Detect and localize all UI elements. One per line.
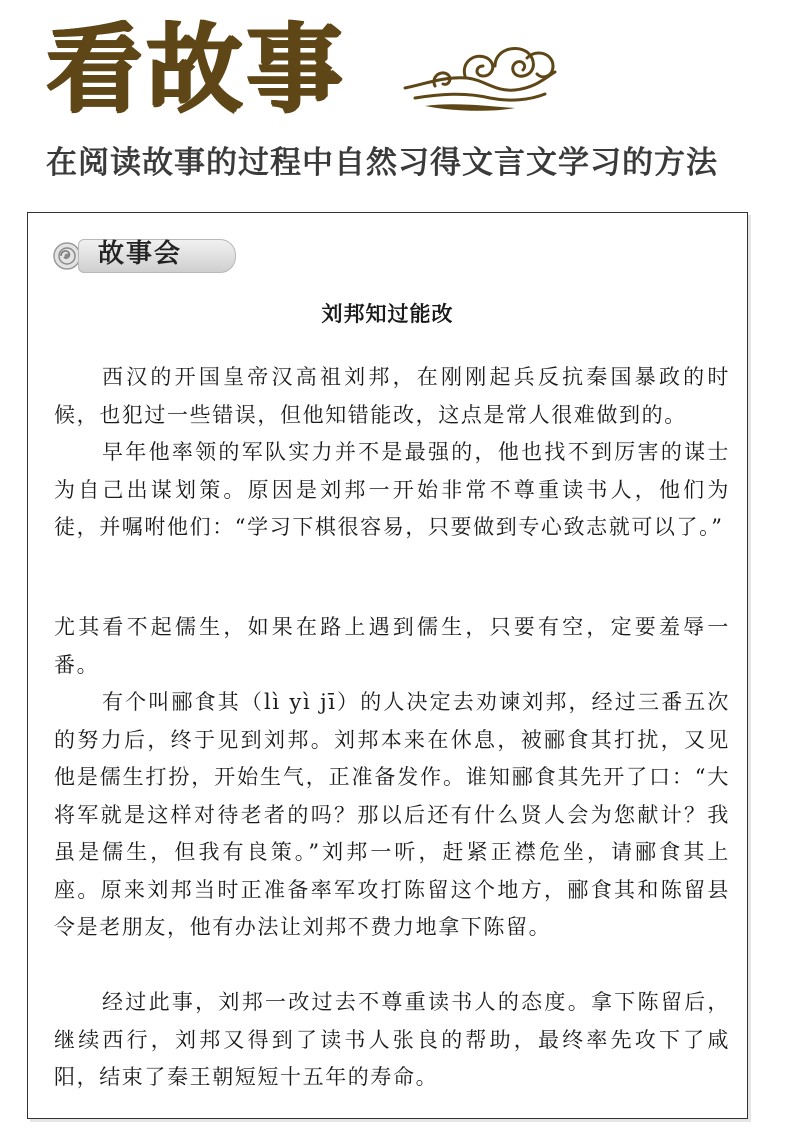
section-badge-label: 故事会 — [98, 239, 183, 269]
story-paragraph: 经过此事，刘邦一改过去不尊重读书人的态度。拿下陈留后，继续西行，刘邦又得到了读书人张良的帮助，最终率先攻下了咸阳，结束了秦王朝短短十五年的寿命。 — [54, 990, 730, 1089]
page-title: 看故事 — [46, 13, 346, 125]
story-panel — [27, 212, 748, 1119]
cloud-ornament-icon — [395, 36, 560, 116]
story-paragraph: 有个叫郦食其（lì yì jī）的人决定去劝谏刘邦，经过三番五次的努力后，终于见到刘邦。刘邦本来在休息，被郦食其打扰，又见他是儒生打扮，开始生气，正准备发作。谁知郦食其先开了口：“大将军就是这样对待老者的吗？那以后还有什么贤人会为您献计？我虽是儒生，但我有良策。”刘邦一听，赶紧正襟危坐，请郦食其上座。原来刘邦当时正准备率军攻打陈留这个地方，郦食其和陈留县令是老朋友，他有办法让刘邦不费力地拿下陈留。 — [54, 690, 730, 939]
section-badge — [52, 239, 238, 273]
page-subtitle: 在阅读故事的过程中自然习得文言文学习的方法 — [46, 145, 718, 181]
story-paragraph: 西汉的开国皇帝汉高祖刘邦，在刚刚起兵反抗秦国暴政的时候，也犯过一些错误，但他知错能改，这点是常人很难做到的。 — [54, 365, 730, 427]
story-paragraph: 尤其看不起儒生，如果在路上遇到儒生，只要有空，定要羞辱一番。 — [54, 615, 730, 677]
story-title: 刘邦知过能改 — [321, 301, 454, 326]
story-paragraph: 早年他率领的军队实力并不是最强的，他也找不到厉害的谋士为自己出谋划策。原因是刘邦一开始非常不尊重读书人，他们为徒，并嘱咐他们：“学习下棋很容易，只要做到专心致志就可以了。” — [54, 440, 730, 539]
